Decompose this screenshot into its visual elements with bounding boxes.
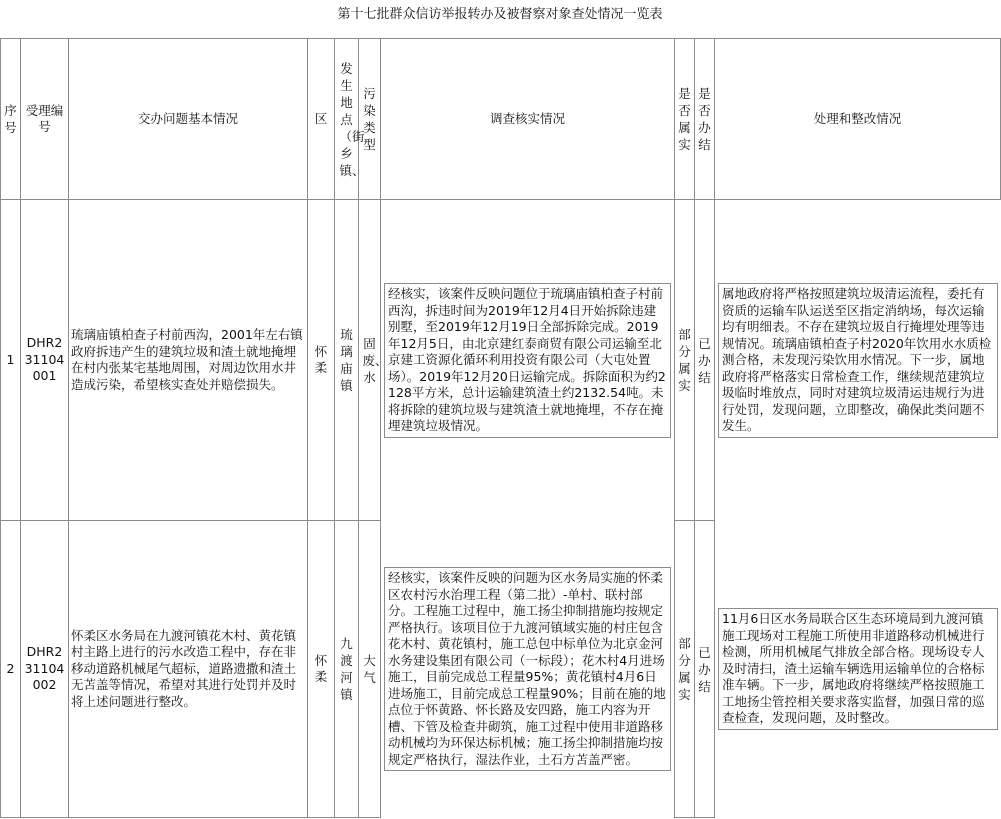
- row-investigation-cell: [381, 200, 675, 521]
- row-location: 九渡河镇: [335, 521, 359, 818]
- table-row: [1, 200, 1001, 521]
- table-row: [1, 521, 1001, 818]
- row-handling: 属地政府将严格按照建筑垃圾清运流程，委托有资质的运输车队运送至区指定消纳场，每次运输均有明细表。不存在建筑垃圾自行掩埋处理等违规情况。琉璃庙镇柏查子村2020年饮用水水质检测合格，未发现污染饮用水情况。下一步，属地政府将严格落实日常检查工作，继续规范建筑垃圾临时堆放点，同时对建筑垃圾清运违规行为进行处罚，发现问题，立即整改，确保此类问题不发生。: [718, 283, 998, 438]
- header-closed: 是否办结: [695, 39, 715, 200]
- row-investigation: 经核实，该案件反映的问题为区水务局实施的怀柔区农村污水治理工程（第二批）-单村、联村部分。工程施工过程中，施工扬尘抑制措施均按规定严格执行。该项目位于九渡河镇域实施的村庄包含花木村、黄花镇村，施工总包中标单位为北京金河水务建设集团有限公司（一标段）；花木村4月进场施工，目前完成总工程量95%；黄花镇村4月6日进场施工，目前完成总工程量90%；目前在施的地点位于怀黄路、怀长路及安四路，施工内容为开槽、下管及检查井砌筑，施工过程中使用非道路移动机械均为环保达标机械；施工扬尘抑制措施均按规定严格执行，湿法作业，土石方苫盖严密。: [384, 567, 671, 771]
- row-district: 怀柔: [308, 200, 335, 521]
- row-pollution: 大气: [359, 521, 381, 818]
- row-issue: 怀柔区水务局在九渡河镇花木村、黄花镇村主路上进行的污水改造工程中，存在非移动道路机械尾气超标，道路遗撒和渣土无苫盖等情况，希望对其进行处罚并及时将上述问题进行整改。: [69, 521, 308, 818]
- row-handling: 11月6日区水务局联合区生态环境局到九渡河镇施工现场对工程施工所使用非道路移动机械进行检测，所用机械尾气排放全部合格。现场设专人及时清扫，渣土运输车辆选用运输单位的合格标准车辆。下一步，属地政府将继续严格按照施工工地扬尘管控相关要求落实监督，加强日常的巡查检查，发现问题，及时整改。: [718, 608, 998, 730]
- header-row: [1, 39, 1001, 200]
- row-investigation: 经核实，该案件反映问题位于琉璃庙镇柏查子村前西沟，拆违时间为2019年12月4日开始拆除违建别墅，至2019年12月19日全部拆除完成。2019年12月5日，由北京建红泰商贸有限公司运输至北京建工资源化循环利用投资有限公司（大屯处置场）。2019年12月20日运输完成。拆除面积为约2128平方米，总计运输建筑渣土约2132.54吨。未将拆除的建筑垃圾与建筑渣土就地掩埋，不存在掩埋建筑垃圾情况。: [384, 283, 671, 438]
- page-title: 第十七批群众信访举报转办及被督察对象查处情况一览表: [337, 7, 663, 22]
- row-district: 怀柔: [308, 521, 335, 818]
- header-location: 发生地点（街乡镇、: [335, 39, 359, 200]
- row-handling-cell: [715, 200, 1001, 521]
- row-verified: 部分属实: [675, 521, 695, 818]
- row-pollution: 固废、水: [359, 200, 381, 521]
- header-district: 区: [308, 39, 335, 200]
- row-location: 琉璃庙镇: [335, 200, 359, 521]
- header-investigation: 调查核实情况: [381, 39, 675, 200]
- header-verified: 是否属实: [675, 39, 695, 200]
- header-seq: 序号: [1, 39, 21, 200]
- row-investigation-cell: [381, 521, 675, 818]
- row-id: DHR231104002: [21, 521, 69, 818]
- row-handling-cell: [715, 521, 1001, 818]
- row-closed: 已办结: [695, 200, 715, 521]
- header-issue: 交办问题基本情况: [69, 39, 308, 200]
- case-table: [0, 38, 1001, 818]
- header-handling: 处理和整改情况: [715, 39, 1001, 200]
- row-verified: 部分属实: [675, 200, 695, 521]
- row-id: DHR231104001: [21, 200, 69, 521]
- header-pollution: 污染类型: [359, 39, 381, 200]
- row-closed: 已办结: [695, 521, 715, 818]
- row-seq: 1: [1, 200, 21, 521]
- header-id: 受理编号: [21, 39, 69, 200]
- row-seq: 2: [1, 521, 21, 818]
- row-issue: 琉璃庙镇柏查子村前西沟，2001年左右镇政府拆违产生的建筑垃圾和渣土就地掩埋在村内张某宅基地周围，对周边饮用水井造成污染，希望核实查处并赔偿损失。: [69, 200, 308, 521]
